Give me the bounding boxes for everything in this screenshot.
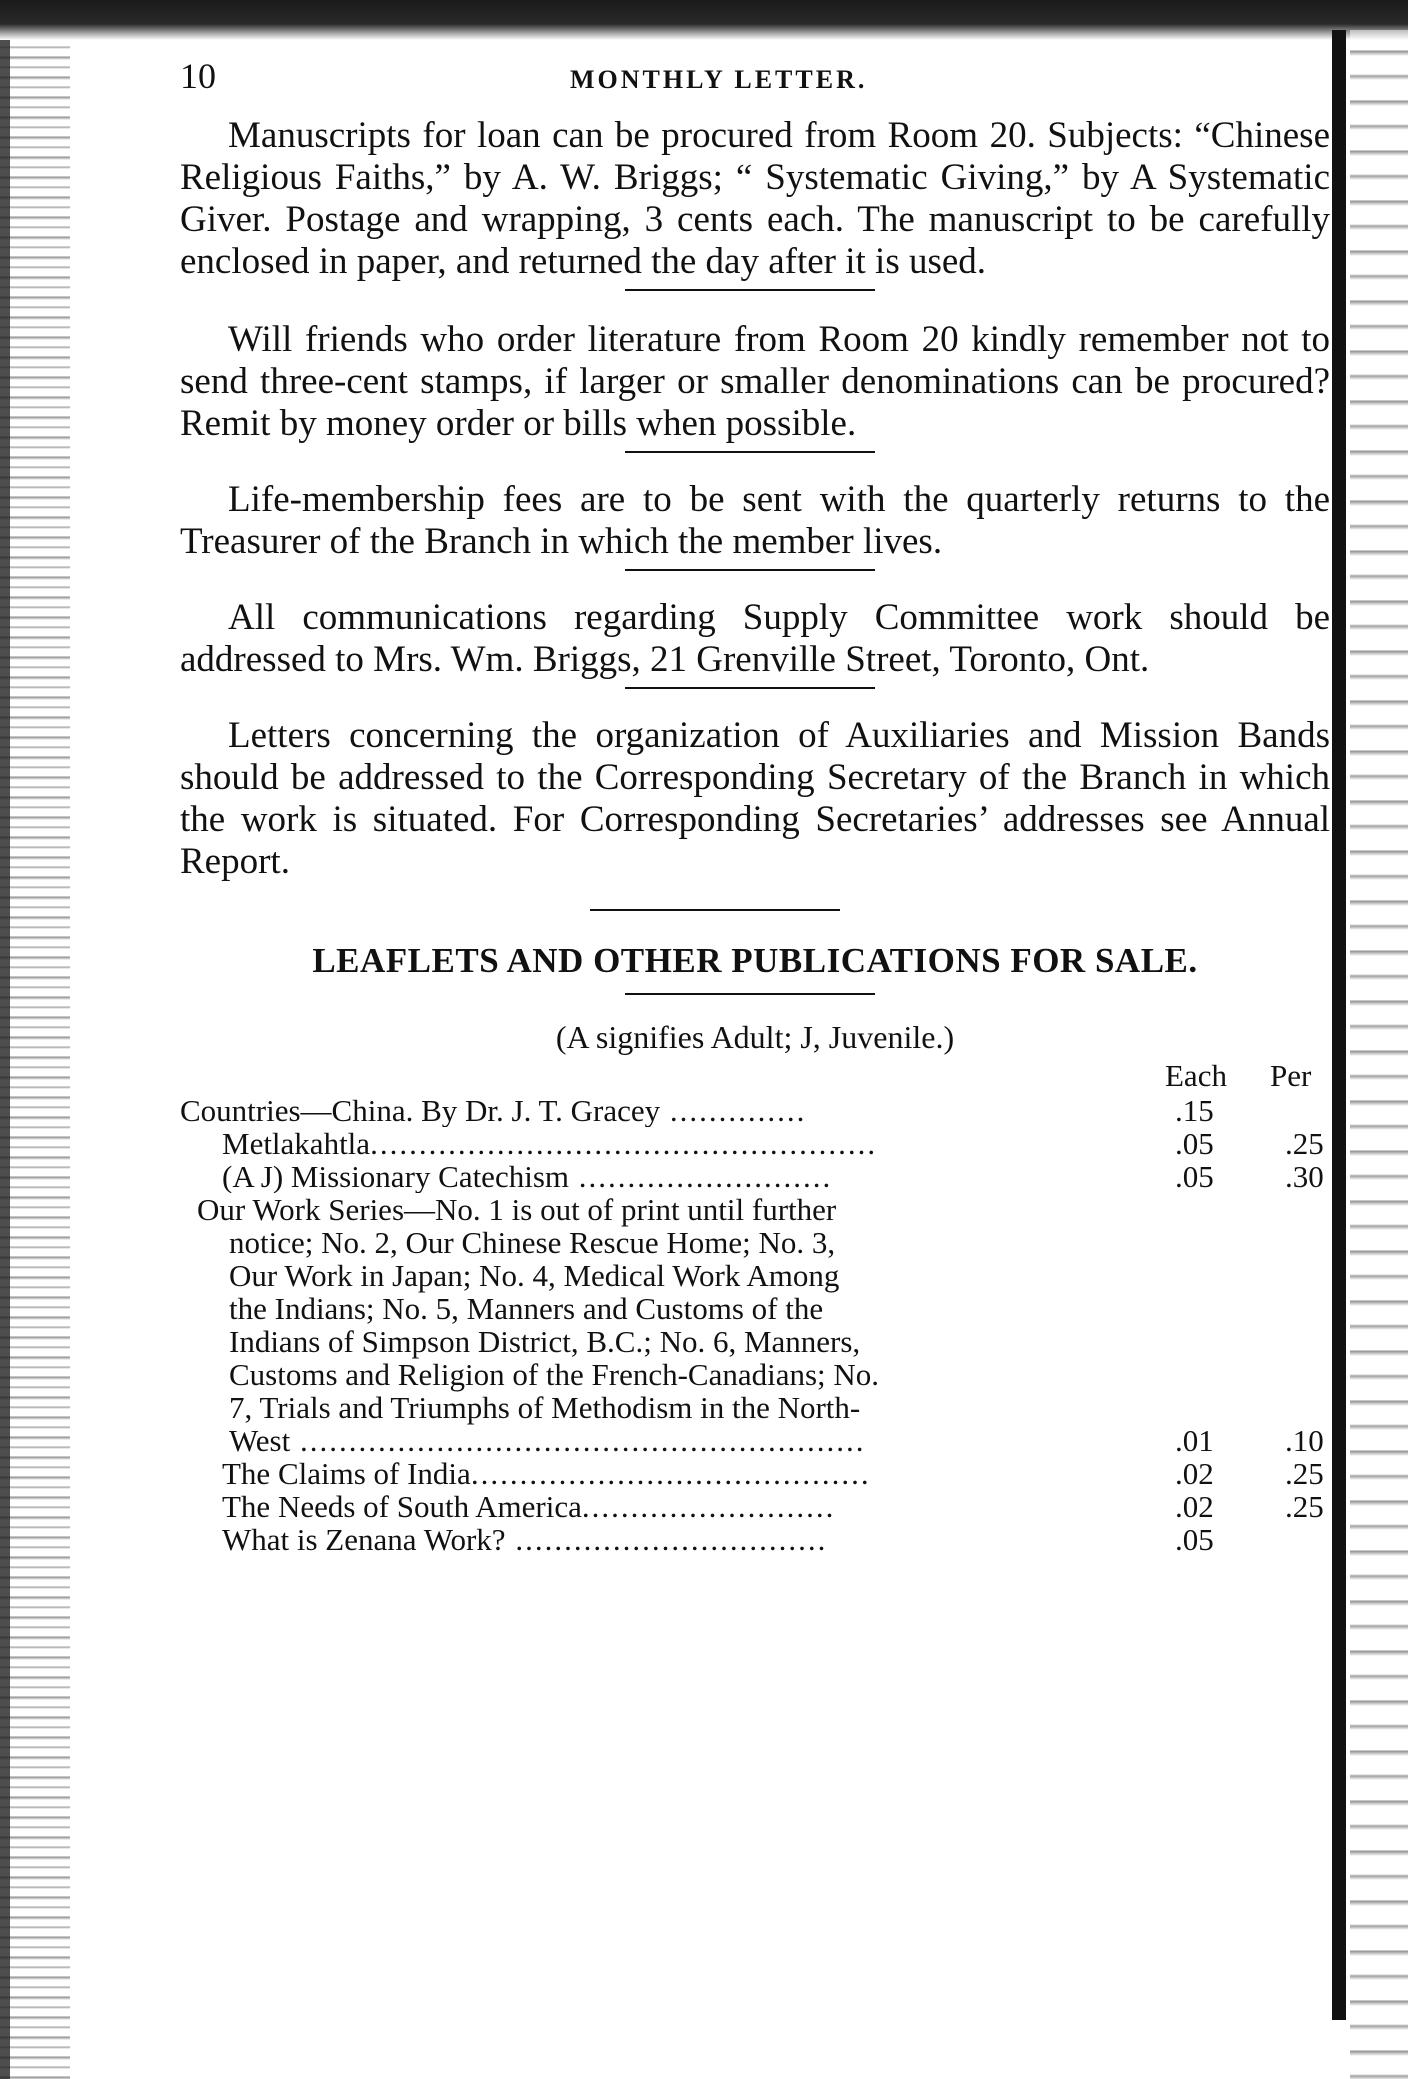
text-line: Postage and wrapping, 3 cents each. The manuscript to be [285, 199, 1185, 240]
scan-border-left [0, 40, 70, 2079]
scan-margin-right [1350, 30, 1408, 2079]
page-header [180, 55, 1330, 115]
text-line: the Indians; No. 5, Manners and Customs of the [229, 1291, 824, 1326]
text-line: Mission Bands should be addressed to the Corresponding [180, 715, 1330, 798]
text-line: 20. Subjects: “Chinese Religious Faiths,” by A. W. [180, 115, 1331, 198]
scan-border-right [1332, 30, 1346, 2020]
scan-border-top [0, 0, 1408, 40]
abbreviation-note: (A signifies Adult; J, Juvenile.) [555, 1019, 955, 1055]
item-price-each: .05 [1175, 1522, 1214, 1557]
text-line: Corresponding Secretaries’ addresses see Annual Report. [180, 799, 1331, 882]
item-price-each: .02 [1175, 1456, 1214, 1491]
text-line: notice; No. 2, Our Chinese Rescue Home; No. 3, [229, 1225, 836, 1260]
section-heading-leaflets: LEAFLETS AND OTHER PUBLICATIONS FOR SALE. [312, 941, 1198, 980]
item-price-each: .05 [1175, 1159, 1214, 1194]
paragraph-manuscripts [180, 115, 1330, 283]
list-item: West .......................................................... .01 .10 [229, 1423, 1324, 1458]
divider-rule [625, 289, 875, 291]
text-line: Customs and Religion of the French-Canadians; No. [229, 1357, 880, 1392]
list-item: The Needs of South America.......................... .02 .25 [222, 1489, 1324, 1524]
item-price-each: .15 [1175, 1093, 1214, 1128]
scan-edge-left [0, 40, 10, 2079]
item-price-each: .01 [1175, 1423, 1214, 1458]
text-line: denominations can be procured? Remit by money order or [180, 361, 1331, 444]
item-title: West [229, 1424, 291, 1457]
list-item: (A J) Missionary Catechism .......................... .05 .30 [222, 1159, 1324, 1194]
item-price-each: .05 [1175, 1126, 1214, 1161]
list-item: Metlakahtla.................................................... .05 .25 [222, 1126, 1324, 1161]
paragraph-life-membership [180, 479, 1330, 563]
item-title: Metlakahtla [222, 1127, 371, 1160]
document-page [180, 55, 1330, 1556]
running-head: MONTHLY LETTER. [570, 65, 868, 94]
text-line: Life-membership fees are to be sent with the quarterly [228, 479, 1100, 520]
text-line: bills when possible. [563, 403, 857, 444]
text-line: Indians of Simpson District, B.C.; No. 6, Manners, [229, 1324, 861, 1359]
paragraph-supply-committee [180, 597, 1330, 681]
text-line: lives. [862, 521, 943, 562]
item-price-per: .25 [1285, 1126, 1324, 1161]
text-line: 7, Trials and Triumphs of Methodism in the North- [229, 1390, 861, 1425]
price-column-headers [180, 1058, 1330, 1094]
text-line: remember not to send three-cent stamps, if larger or smaller [180, 319, 1331, 402]
item-title: (A J) Missionary Catechism [222, 1160, 569, 1193]
page-number: 10 [180, 56, 216, 96]
item-price-per: .30 [1285, 1159, 1324, 1194]
item-price-per: .25 [1285, 1456, 1324, 1491]
divider-rule [625, 687, 875, 689]
column-header-each: Each [1165, 1058, 1227, 1093]
item-title: The Needs of South America [222, 1490, 582, 1523]
text-line: Street, Toronto, Ont. [845, 639, 1150, 680]
publication-list [180, 1094, 1330, 1556]
divider-rule [625, 451, 875, 453]
item-price-each: .02 [1175, 1489, 1214, 1524]
paragraph-auxiliaries [180, 715, 1330, 883]
text-line: Our Work Series—No. 1 is out of print until further [197, 1192, 837, 1227]
item-title: The Claims of India [222, 1457, 471, 1490]
text-line: carefully enclosed in paper, and returned the day after it is [180, 199, 1331, 282]
text-line: Our Work in Japan; No. 4, Medical Work Among [229, 1258, 840, 1293]
paragraph-stamps [180, 319, 1330, 445]
text-line: Secretary of the Branch in which the work is situated. For [180, 757, 1330, 840]
text-line: Manuscripts for loan can be procured from Room [228, 115, 979, 156]
divider-rule [625, 993, 875, 995]
divider-rule [625, 569, 875, 571]
column-header-per: Per [1270, 1058, 1312, 1093]
text-line: Will friends who order literature from Room 20 kindly [228, 319, 1066, 360]
list-item: What is Zenana Work? ................................ .05 [222, 1522, 1214, 1557]
item-price-per: .25 [1285, 1489, 1324, 1524]
text-line: used. [908, 241, 987, 282]
list-item: Countries—China. By Dr. J. T. Gracey .............. .15 [180, 1093, 1214, 1128]
item-title: What is Zenana Work? [222, 1523, 506, 1556]
text-line: Letters concerning the organization of Auxiliaries and [228, 715, 1082, 756]
item-price-per: .10 [1285, 1423, 1324, 1458]
text-line: returns to the Treasurer of the Branch in which the member [180, 479, 1331, 562]
our-work-series-entry [197, 1193, 1157, 1424]
divider-rule [590, 909, 840, 911]
text-line: Briggs; “ Systematic Giving,” by A Systematic Giver. [180, 157, 1330, 240]
text-line: All communications regarding Supply Committee work [228, 597, 1143, 638]
item-title: Countries—China. By Dr. J. T. Gracey [180, 1094, 661, 1127]
list-item: The Claims of India......................................... .02 .25 [222, 1456, 1324, 1491]
text-line: should be addressed to Mrs. Wm. Briggs, 21 Grenville [180, 597, 1331, 680]
